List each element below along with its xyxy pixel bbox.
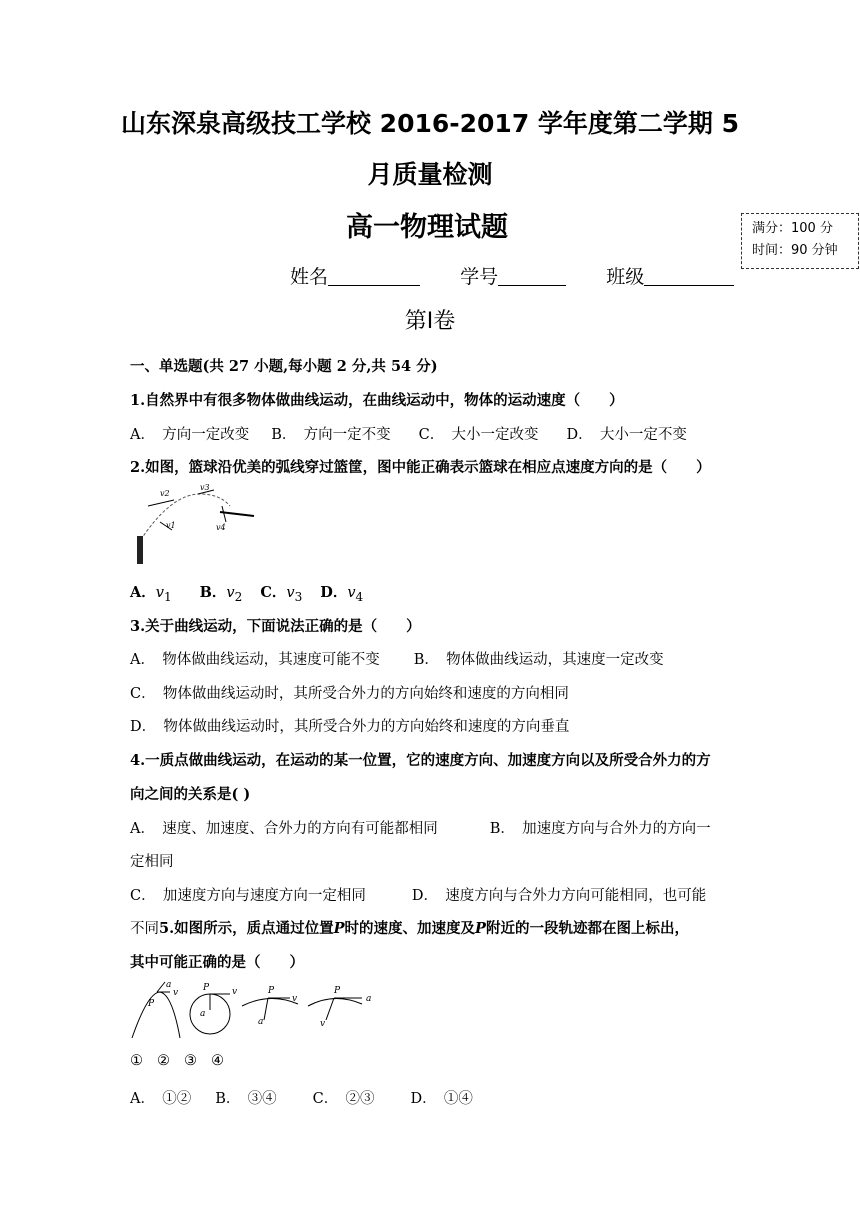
svg-text:a: a [166, 980, 172, 990]
label-v4: v4 [216, 523, 226, 532]
section-heading: 一、单选题(共 27 小题,每小题 2 分,共 54 分) [130, 358, 438, 375]
figure-4 [308, 986, 371, 1029]
subject-title: 高一物理试题 [346, 212, 508, 243]
q2-stem: 2.如图，篮球沿优美的弧线穿过篮筐，图中能正确表示篮球在相应点速度方向的是（ ） [130, 459, 711, 476]
q1-option-d[interactable]: D． 大小一定不变 [566, 427, 687, 443]
circled-2: ② [157, 1053, 170, 1069]
label-v2: v2 [160, 489, 170, 498]
svg-text:a: a [366, 994, 372, 1004]
q3-option-c[interactable]: C． 物体做曲线运动时，其所受合外力的方向始终和速度的方向相同 [130, 686, 569, 702]
q5-options [130, 1087, 473, 1108]
q1-option-b[interactable]: B． 方向一定不变 [271, 427, 391, 443]
q5-figure-numbers [130, 1053, 224, 1069]
svg-text:a: a [200, 1009, 206, 1019]
q2-option-c[interactable]: C．$v_3$ [260, 584, 303, 604]
basketball-figure [130, 484, 260, 566]
q5-stem-part3: 附近的一段轨迹都在图上标出， [485, 920, 689, 937]
q5-option-b[interactable]: B． ③④ [215, 1091, 277, 1107]
student-info-line [290, 262, 734, 289]
arrow-v2 [148, 500, 174, 506]
q5-option-a[interactable]: A． ①② [130, 1091, 192, 1107]
q3-option-a[interactable]: A． 物体做曲线运动，其速度可能不变 [130, 652, 380, 668]
class-blank[interactable] [644, 265, 734, 286]
volume-heading: 第Ⅰ卷 [404, 309, 456, 334]
svg-text:v: v [292, 994, 298, 1004]
q2-option-b[interactable]: B．$v_2$ [199, 584, 243, 604]
trajectory-figure [130, 980, 380, 1042]
q2-option-d[interactable]: D．$v_4$ [320, 584, 364, 604]
q4-options-cd [130, 884, 706, 905]
q4-stem-line1: 4.一质点做曲线运动，在运动的某一位置，它的速度方向、加速度方向以及所受合外力的方 [130, 752, 711, 769]
circled-3: ③ [184, 1053, 197, 1069]
q1-options [130, 423, 687, 444]
figure-1 [132, 980, 180, 1038]
svg-text:a: a [258, 1017, 264, 1027]
svg-text:v: v [173, 988, 179, 998]
label-v3: v3 [200, 484, 210, 492]
score-box [741, 213, 859, 269]
figure-3 [242, 986, 298, 1027]
class-label: 班级 [606, 266, 645, 288]
q4-option-a[interactable]: A． 速度、加速度、合外力的方向有可能都相同 [130, 821, 438, 837]
exam-title-line1: 山东深泉高级技工学校 2016-2017 学年度第二学期 5 [120, 109, 740, 138]
q1-option-a[interactable]: A． 方向一定改变 [130, 427, 250, 443]
q4-option-c[interactable]: C． 加速度方向与速度方向一定相同 [130, 888, 366, 904]
q4-options-ab [130, 817, 711, 838]
q5-option-c[interactable]: C． ②③ [312, 1091, 375, 1107]
figure-2 [190, 983, 237, 1034]
q4-q5-line [130, 917, 689, 938]
q3-option-b[interactable]: B． 物体做曲线运动，其速度一定改变 [413, 652, 664, 668]
q2-options [130, 581, 363, 604]
q2-option-a[interactable]: A．$v_1$ [130, 584, 172, 604]
q4-option-d-cont: 不同 [130, 921, 159, 937]
q4-stem-line2: 向之间的关系是( ) [130, 786, 251, 803]
circled-1: ① [130, 1053, 143, 1069]
q5-stem-part1: 5.如图所示，质点通过位置 [159, 920, 334, 937]
q1-option-c[interactable]: C． 大小一定改变 [418, 427, 539, 443]
student-no-blank[interactable] [498, 265, 566, 286]
q5-p2: P [475, 920, 486, 937]
q5-stem-line2: 其中可能正确的是（ ） [130, 954, 304, 971]
q4-option-d[interactable]: D． 速度方向与合外力方向可能相同，也可能 [411, 888, 707, 904]
exam-time: 时间：90 分钟 [752, 243, 838, 258]
q4-option-b-cont: 定相同 [130, 854, 174, 870]
player [137, 536, 143, 564]
label-v1: v1 [166, 521, 176, 530]
svg-text:v: v [232, 987, 238, 997]
circled-4: ④ [211, 1053, 224, 1069]
svg-text:P: P [268, 986, 275, 996]
q3-options-ab [130, 648, 664, 669]
q1-stem: 1.自然界中有很多物体做曲线运动，在曲线运动中，物体的运动速度（ ） [130, 392, 624, 409]
rim [220, 512, 254, 516]
name-label: 姓名 [290, 266, 329, 288]
q5-stem-part2: 时的速度、加速度及 [344, 920, 476, 937]
exam-title-line2: 月质量检测 [367, 160, 493, 189]
ball-trajectory [138, 494, 230, 544]
q4-option-b[interactable]: B． 加速度方向与合外力的方向一 [489, 821, 711, 837]
q5-option-d[interactable]: D． ①④ [410, 1091, 473, 1107]
name-blank[interactable] [328, 265, 420, 286]
q3-option-d[interactable]: D． 物体做曲线运动时，其所受合外力的方向始终和速度的方向垂直 [130, 719, 570, 735]
svg-text:P: P [203, 983, 210, 993]
student-no-label: 学号 [460, 266, 499, 288]
svg-text:v: v [320, 1019, 326, 1029]
full-marks: 满分：100 分 [752, 221, 833, 236]
q3-stem: 3.关于曲线运动，下面说法正确的是（ ） [130, 618, 421, 635]
arrow-v4 [222, 506, 226, 522]
svg-text:P: P [148, 999, 155, 1009]
q5-p1: P [333, 920, 345, 937]
svg-text:P: P [334, 986, 341, 996]
